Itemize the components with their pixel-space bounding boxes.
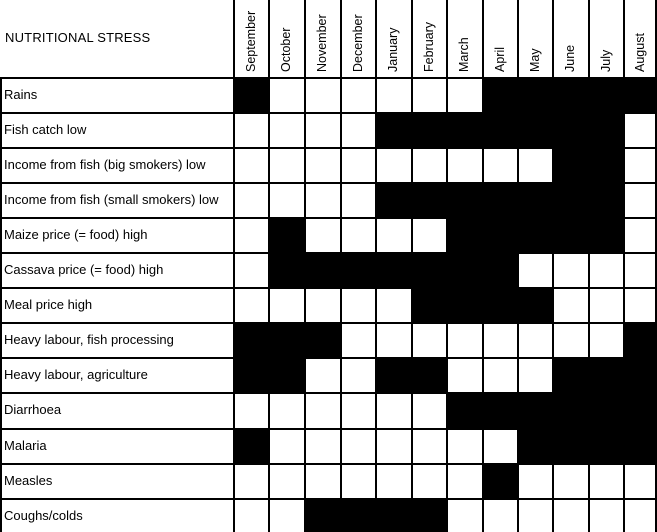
filled-cell xyxy=(269,218,305,253)
month-header-january: January xyxy=(386,27,400,72)
filled-cell xyxy=(624,393,657,429)
filled-cell xyxy=(589,393,624,429)
filled-cell xyxy=(483,393,518,429)
filled-cell xyxy=(518,78,553,113)
filled-cell xyxy=(305,323,341,358)
row-label: Diarrhoea xyxy=(4,402,62,417)
grid-line-vertical xyxy=(375,0,377,532)
filled-cell xyxy=(553,429,589,464)
filled-cell xyxy=(589,113,624,148)
filled-cell xyxy=(483,183,518,218)
filled-cell xyxy=(624,323,657,358)
grid-line-horizontal xyxy=(0,182,657,184)
filled-cell xyxy=(553,183,589,218)
filled-cell xyxy=(553,393,589,429)
filled-cell xyxy=(341,253,376,288)
filled-cell xyxy=(234,323,269,358)
month-header-december: December xyxy=(350,14,365,72)
grid-line-vertical xyxy=(482,0,484,532)
filled-cell xyxy=(483,253,518,288)
filled-cell xyxy=(376,499,412,532)
grid-line-horizontal xyxy=(0,147,657,149)
row-label: Maize price (= food) high xyxy=(4,227,148,242)
filled-cell xyxy=(269,358,305,393)
filled-cell xyxy=(412,288,447,323)
filled-cell xyxy=(305,253,341,288)
row-label: Fish catch low xyxy=(4,122,87,137)
month-header-october: October xyxy=(279,27,293,72)
row-label: Coughs/colds xyxy=(4,508,83,523)
filled-cell xyxy=(341,499,376,532)
filled-cell xyxy=(447,393,483,429)
filled-cell xyxy=(589,218,624,253)
row-label: Measles xyxy=(4,473,53,488)
filled-cell xyxy=(447,288,483,323)
filled-cell xyxy=(483,218,518,253)
month-header-september: September xyxy=(243,10,258,72)
grid-line-horizontal xyxy=(0,252,657,254)
table-title: NUTRITIONAL STRESS xyxy=(5,30,151,45)
filled-cell xyxy=(376,358,412,393)
filled-cell xyxy=(483,288,518,323)
grid-line-horizontal xyxy=(0,217,657,219)
month-header-november: November xyxy=(315,14,329,72)
row-label: Heavy labour, agriculture xyxy=(4,367,148,382)
row-label: Income from fish (small smokers) low xyxy=(4,192,219,207)
filled-cell xyxy=(412,358,447,393)
grid-line-vertical xyxy=(268,0,270,532)
filled-cell xyxy=(553,113,589,148)
grid-line-horizontal xyxy=(0,392,657,394)
filled-cell xyxy=(589,78,624,113)
grid-line-vertical xyxy=(552,0,554,532)
month-header-march: March xyxy=(457,37,471,72)
filled-cell xyxy=(518,429,553,464)
filled-cell xyxy=(518,218,553,253)
filled-cell xyxy=(447,113,483,148)
filled-cell xyxy=(234,358,269,393)
filled-cell xyxy=(624,78,657,113)
grid-line-vertical xyxy=(411,0,413,532)
month-header-may: May xyxy=(527,48,542,72)
filled-cell xyxy=(234,429,269,464)
filled-cell xyxy=(518,393,553,429)
row-label: Rains xyxy=(4,87,38,102)
grid-line-horizontal xyxy=(0,287,657,289)
row-label: Malaria xyxy=(4,438,47,453)
month-header-april: April xyxy=(492,46,507,72)
grid-line-vertical xyxy=(623,0,625,532)
row-label: Cassava price (= food) high xyxy=(4,262,164,277)
filled-cell xyxy=(305,499,341,532)
filled-cell xyxy=(412,183,447,218)
filled-cell xyxy=(376,253,412,288)
filled-cell xyxy=(589,429,624,464)
grid-line-vertical xyxy=(340,0,342,532)
filled-cell xyxy=(483,78,518,113)
grid-line-horizontal xyxy=(0,357,657,359)
filled-cell xyxy=(483,464,518,499)
filled-cell xyxy=(624,358,657,393)
month-header-february: February xyxy=(421,21,436,72)
month-header-august: August xyxy=(632,33,647,72)
filled-cell xyxy=(589,183,624,218)
filled-cell xyxy=(624,429,657,464)
filled-cell xyxy=(518,113,553,148)
grid-line-vertical xyxy=(233,0,235,532)
grid-line-horizontal xyxy=(0,498,657,500)
filled-cell xyxy=(518,183,553,218)
grid-line-vertical xyxy=(446,0,448,532)
filled-cell xyxy=(518,288,553,323)
filled-cell xyxy=(447,253,483,288)
grid-line-horizontal xyxy=(0,112,657,114)
filled-cell xyxy=(376,183,412,218)
filled-cell xyxy=(553,358,589,393)
filled-cell xyxy=(447,183,483,218)
filled-cell xyxy=(412,113,447,148)
row-label: Meal price high xyxy=(4,297,93,312)
grid-line-horizontal xyxy=(0,77,657,79)
row-label: Heavy labour, fish processing xyxy=(4,332,174,347)
grid-line-horizontal xyxy=(0,463,657,465)
filled-cell xyxy=(412,253,447,288)
filled-cell xyxy=(483,113,518,148)
filled-cell xyxy=(234,78,269,113)
filled-cell xyxy=(553,148,589,183)
grid-line-horizontal xyxy=(0,428,657,430)
grid-line-vertical xyxy=(517,0,519,532)
grid-line-vertical xyxy=(588,0,590,532)
filled-cell xyxy=(553,218,589,253)
filled-cell xyxy=(269,253,305,288)
filled-cell xyxy=(447,218,483,253)
filled-cell xyxy=(589,148,624,183)
grid-line-vertical xyxy=(304,0,306,532)
filled-cell xyxy=(553,78,589,113)
filled-cell xyxy=(589,358,624,393)
month-header-june: June xyxy=(563,44,577,72)
row-label: Income from fish (big smokers) low xyxy=(4,157,206,172)
filled-cell xyxy=(412,499,447,532)
month-header-july: July xyxy=(598,49,613,72)
grid-line-horizontal xyxy=(0,322,657,324)
filled-cell xyxy=(376,113,412,148)
filled-cell xyxy=(269,323,305,358)
